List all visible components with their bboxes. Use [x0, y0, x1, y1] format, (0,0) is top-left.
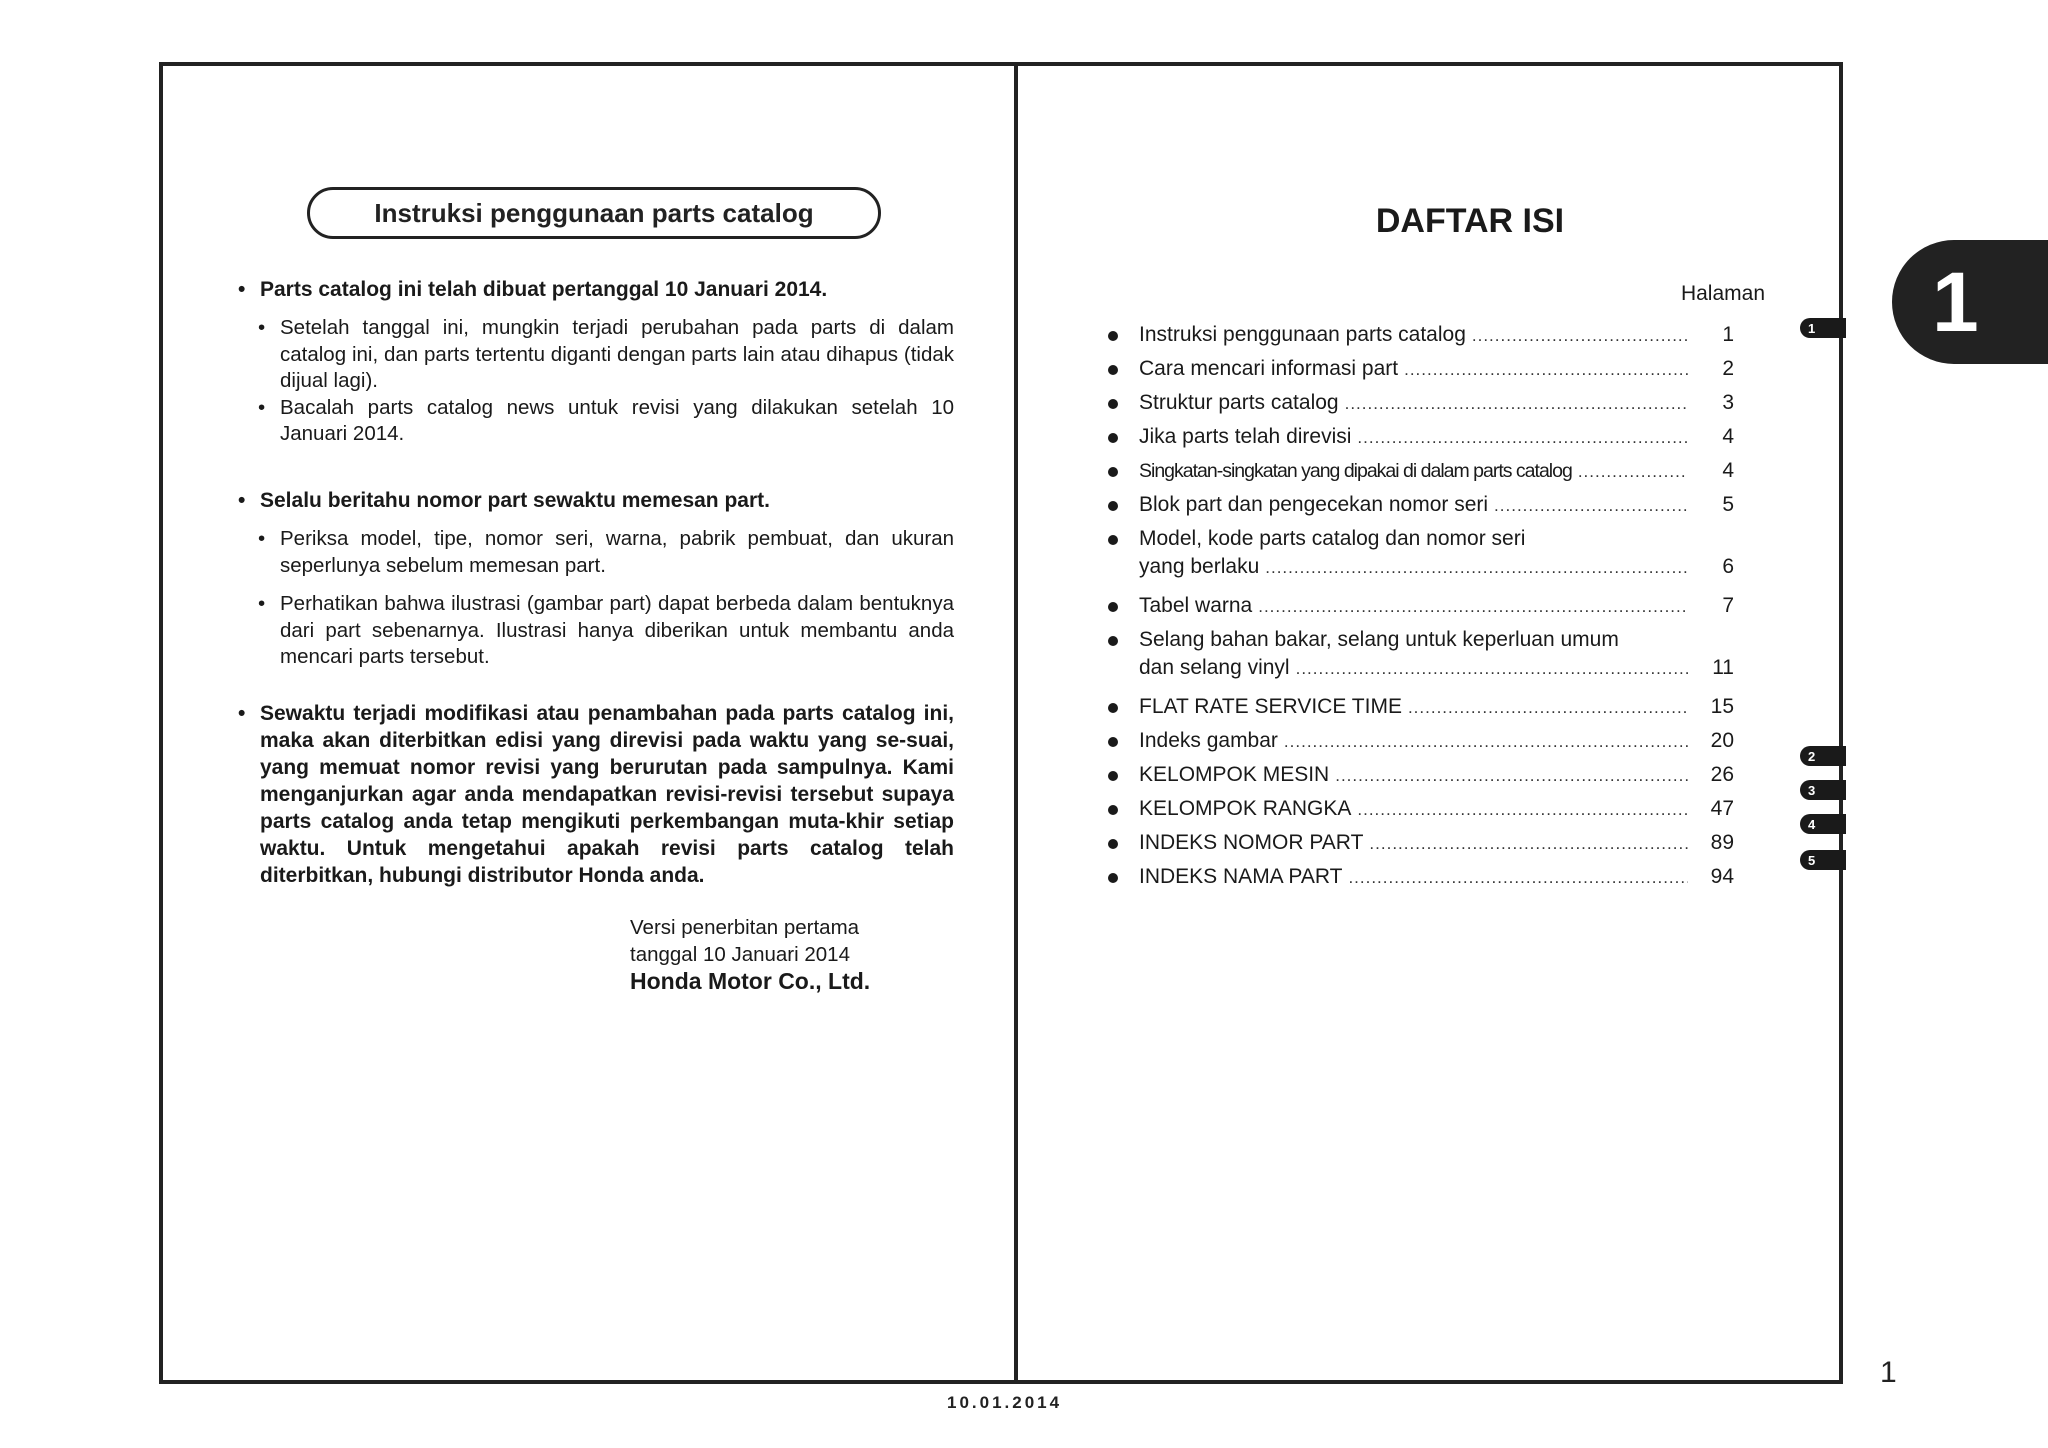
toc-entry-label: Cara mencari informasi part [1139, 357, 1399, 380]
dot-leader [1357, 796, 1688, 824]
bullet-icon [1108, 467, 1118, 477]
toc-entry-page: 7 [1722, 594, 1734, 617]
dot-leader [1296, 655, 1688, 683]
version-info [630, 914, 870, 995]
dot-leader [1335, 762, 1688, 790]
toc-entry-page: 89 [1710, 831, 1734, 854]
dot-leader [1494, 492, 1688, 520]
toc-entry-label-continued: dan selang vinyl [1139, 656, 1290, 679]
section-heading: • Sewaktu terjadi modifikasi atau penambahan pada parts catalog ini, maka akan diterbitkan edisi yang direvisi pada waktu yang se-suai, yang memuat nomor revisi yang berurutan pada sampulnya. Kami menganjurkan agar anda mendapatkan revisi-revisi tersebut supaya parts catalog anda tetap mengikuti perkembangan muta-khir setiap waktu. Untuk mengetahui apakah revisi parts catalog telah diterbitkan, hubungi distributor Honda anda. [236, 700, 954, 889]
dot-leader [1369, 830, 1688, 858]
company-name: Honda Motor Co., Ltd. [630, 968, 871, 994]
toc-entry[interactable] [1108, 693, 1734, 722]
toc-entry-label: Selang bahan bakar, selang untuk keperluan umum [1139, 628, 1619, 651]
bullet-icon [1108, 501, 1118, 511]
instruction-section-revisions [236, 700, 954, 889]
dot-leader [1357, 424, 1688, 452]
toc-entry-page: 94 [1710, 865, 1734, 888]
page-number: 1 [1880, 1356, 1897, 1389]
toc-entry[interactable] [1108, 491, 1734, 520]
toc-entry[interactable] [1108, 626, 1734, 683]
dot-leader [1348, 864, 1688, 892]
instruction-section-date [236, 276, 954, 448]
bullet-icon [1108, 771, 1118, 781]
instruction-section-ordering [236, 487, 954, 671]
toc-entry-page: 47 [1710, 797, 1734, 820]
section-item: • Bacalah parts catalog news untuk revisi yang dilakukan setelah 10 Januari 2014. [236, 395, 954, 448]
dot-leader [1265, 554, 1688, 582]
toc-entry-label: Singkatan-singkatan yang dipakai di dalam parts catalog [1139, 460, 1572, 482]
dot-leader [1404, 356, 1688, 384]
toc-entry-label: Instruksi penggunaan parts catalog [1139, 323, 1466, 346]
toc-entry-page: 20 [1710, 729, 1734, 752]
dot-leader [1284, 728, 1688, 756]
section-heading: • Parts catalog ini telah dibuat pertanggal 10 Januari 2014. [236, 276, 954, 303]
toc-page-header: Halaman [1680, 282, 1765, 305]
dot-leader [1258, 593, 1688, 621]
toc-entry-page: 4 [1722, 459, 1734, 482]
toc-entry-label: Struktur parts catalog [1139, 391, 1339, 414]
toc-entry-page: 3 [1722, 391, 1734, 414]
toc-title: DAFTAR ISI [1375, 202, 1565, 240]
toc-entry-label: INDEKS NAMA PART [1139, 865, 1343, 888]
toc-entry[interactable] [1108, 457, 1734, 486]
section-tab-4[interactable]: 4 [1800, 814, 1846, 834]
bullet-icon [1108, 873, 1118, 883]
chapter-tab: 1 [1892, 240, 2048, 364]
section-item: • Periksa model, tipe, nomor seri, warna, pabrik pembuat, dan ukuran seperlunya sebelum memesan part. [236, 526, 954, 579]
dot-leader [1345, 390, 1688, 418]
page-divider [1014, 62, 1018, 1384]
bullet-icon [1108, 636, 1118, 646]
toc-entry-page: 11 [1712, 656, 1734, 679]
toc-entry[interactable] [1108, 761, 1734, 790]
bullet-icon [1108, 839, 1118, 849]
toc-entry-label: FLAT RATE SERVICE TIME [1139, 695, 1402, 718]
toc-entry-label: KELOMPOK RANGKA [1139, 797, 1352, 820]
toc-entry-label: Blok part dan pengecekan nomor seri [1139, 493, 1489, 516]
toc-entry-label: INDEKS NOMOR PART [1139, 831, 1364, 854]
toc-entry-page: 5 [1722, 493, 1734, 516]
toc-entry-page: 15 [1710, 695, 1734, 718]
bullet-icon [1108, 737, 1118, 747]
version-date: tanggal 10 Januari 2014 [630, 943, 850, 966]
toc-entry[interactable] [1108, 727, 1734, 756]
bullet-icon [1108, 535, 1118, 545]
bullet-icon [1108, 433, 1118, 443]
section-item: • Perhatikan bahwa ilustrasi (gambar part) dapat berbeda dalam bentuknya dari part sebenarnya. Ilustrasi hanya diberikan untuk membantu anda mencari parts tersebut. [236, 591, 954, 671]
version-line: Versi penerbitan pertama [630, 916, 860, 939]
bullet-icon [1108, 331, 1118, 341]
toc-entry-label: KELOMPOK MESIN [1139, 763, 1330, 786]
toc-entry-label: Tabel warna [1139, 594, 1253, 617]
toc-entry[interactable] [1108, 321, 1734, 350]
section-tab-1[interactable]: 1 [1800, 318, 1846, 338]
toc-entry-page: 6 [1722, 555, 1734, 578]
toc-entry[interactable] [1108, 829, 1734, 858]
section-heading: • Selalu beritahu nomor part sewaktu memesan part. [236, 487, 954, 514]
footer-date: 10.01.2014 [947, 1393, 1063, 1412]
toc-entry[interactable] [1108, 592, 1734, 621]
toc-entry[interactable] [1108, 525, 1734, 582]
section-tab-5[interactable]: 5 [1800, 850, 1846, 870]
dot-leader [1472, 322, 1688, 350]
toc-entry[interactable] [1108, 795, 1734, 824]
bullet-icon [1108, 602, 1118, 612]
toc-entry[interactable] [1108, 423, 1734, 452]
toc-entry-page: 4 [1722, 425, 1734, 448]
toc-entry-page: 2 [1722, 357, 1734, 380]
bullet-icon [1108, 703, 1118, 713]
section-tab-3[interactable]: 3 [1800, 780, 1846, 800]
toc-entry-label-continued: yang berlaku [1139, 555, 1260, 578]
toc-entry-label: Model, kode parts catalog dan nomor seri [1139, 527, 1526, 550]
toc-entry[interactable] [1108, 863, 1734, 892]
toc-entry-page: 26 [1710, 763, 1734, 786]
bullet-icon [1108, 365, 1118, 375]
bullet-icon [1108, 805, 1118, 815]
dot-leader [1578, 458, 1688, 486]
section-item: • Setelah tanggal ini, mungkin terjadi perubahan pada parts di dalam catalog ini, dan parts tertentu diganti dengan parts lain atau dihapus (tidak dijual lagi). [236, 315, 954, 395]
bullet-icon [1108, 399, 1118, 409]
toc-entry-page: 1 [1722, 323, 1734, 346]
section-tab-2[interactable]: 2 [1800, 746, 1846, 766]
instructions-title: Instruksi penggunaan parts catalog [307, 187, 881, 239]
toc-entry[interactable] [1108, 389, 1734, 418]
toc-entry[interactable] [1108, 355, 1734, 384]
toc-entry-label: Indeks gambar [1139, 729, 1278, 752]
toc-entry-label: Jika parts telah direvisi [1139, 425, 1352, 448]
dot-leader [1408, 694, 1688, 722]
